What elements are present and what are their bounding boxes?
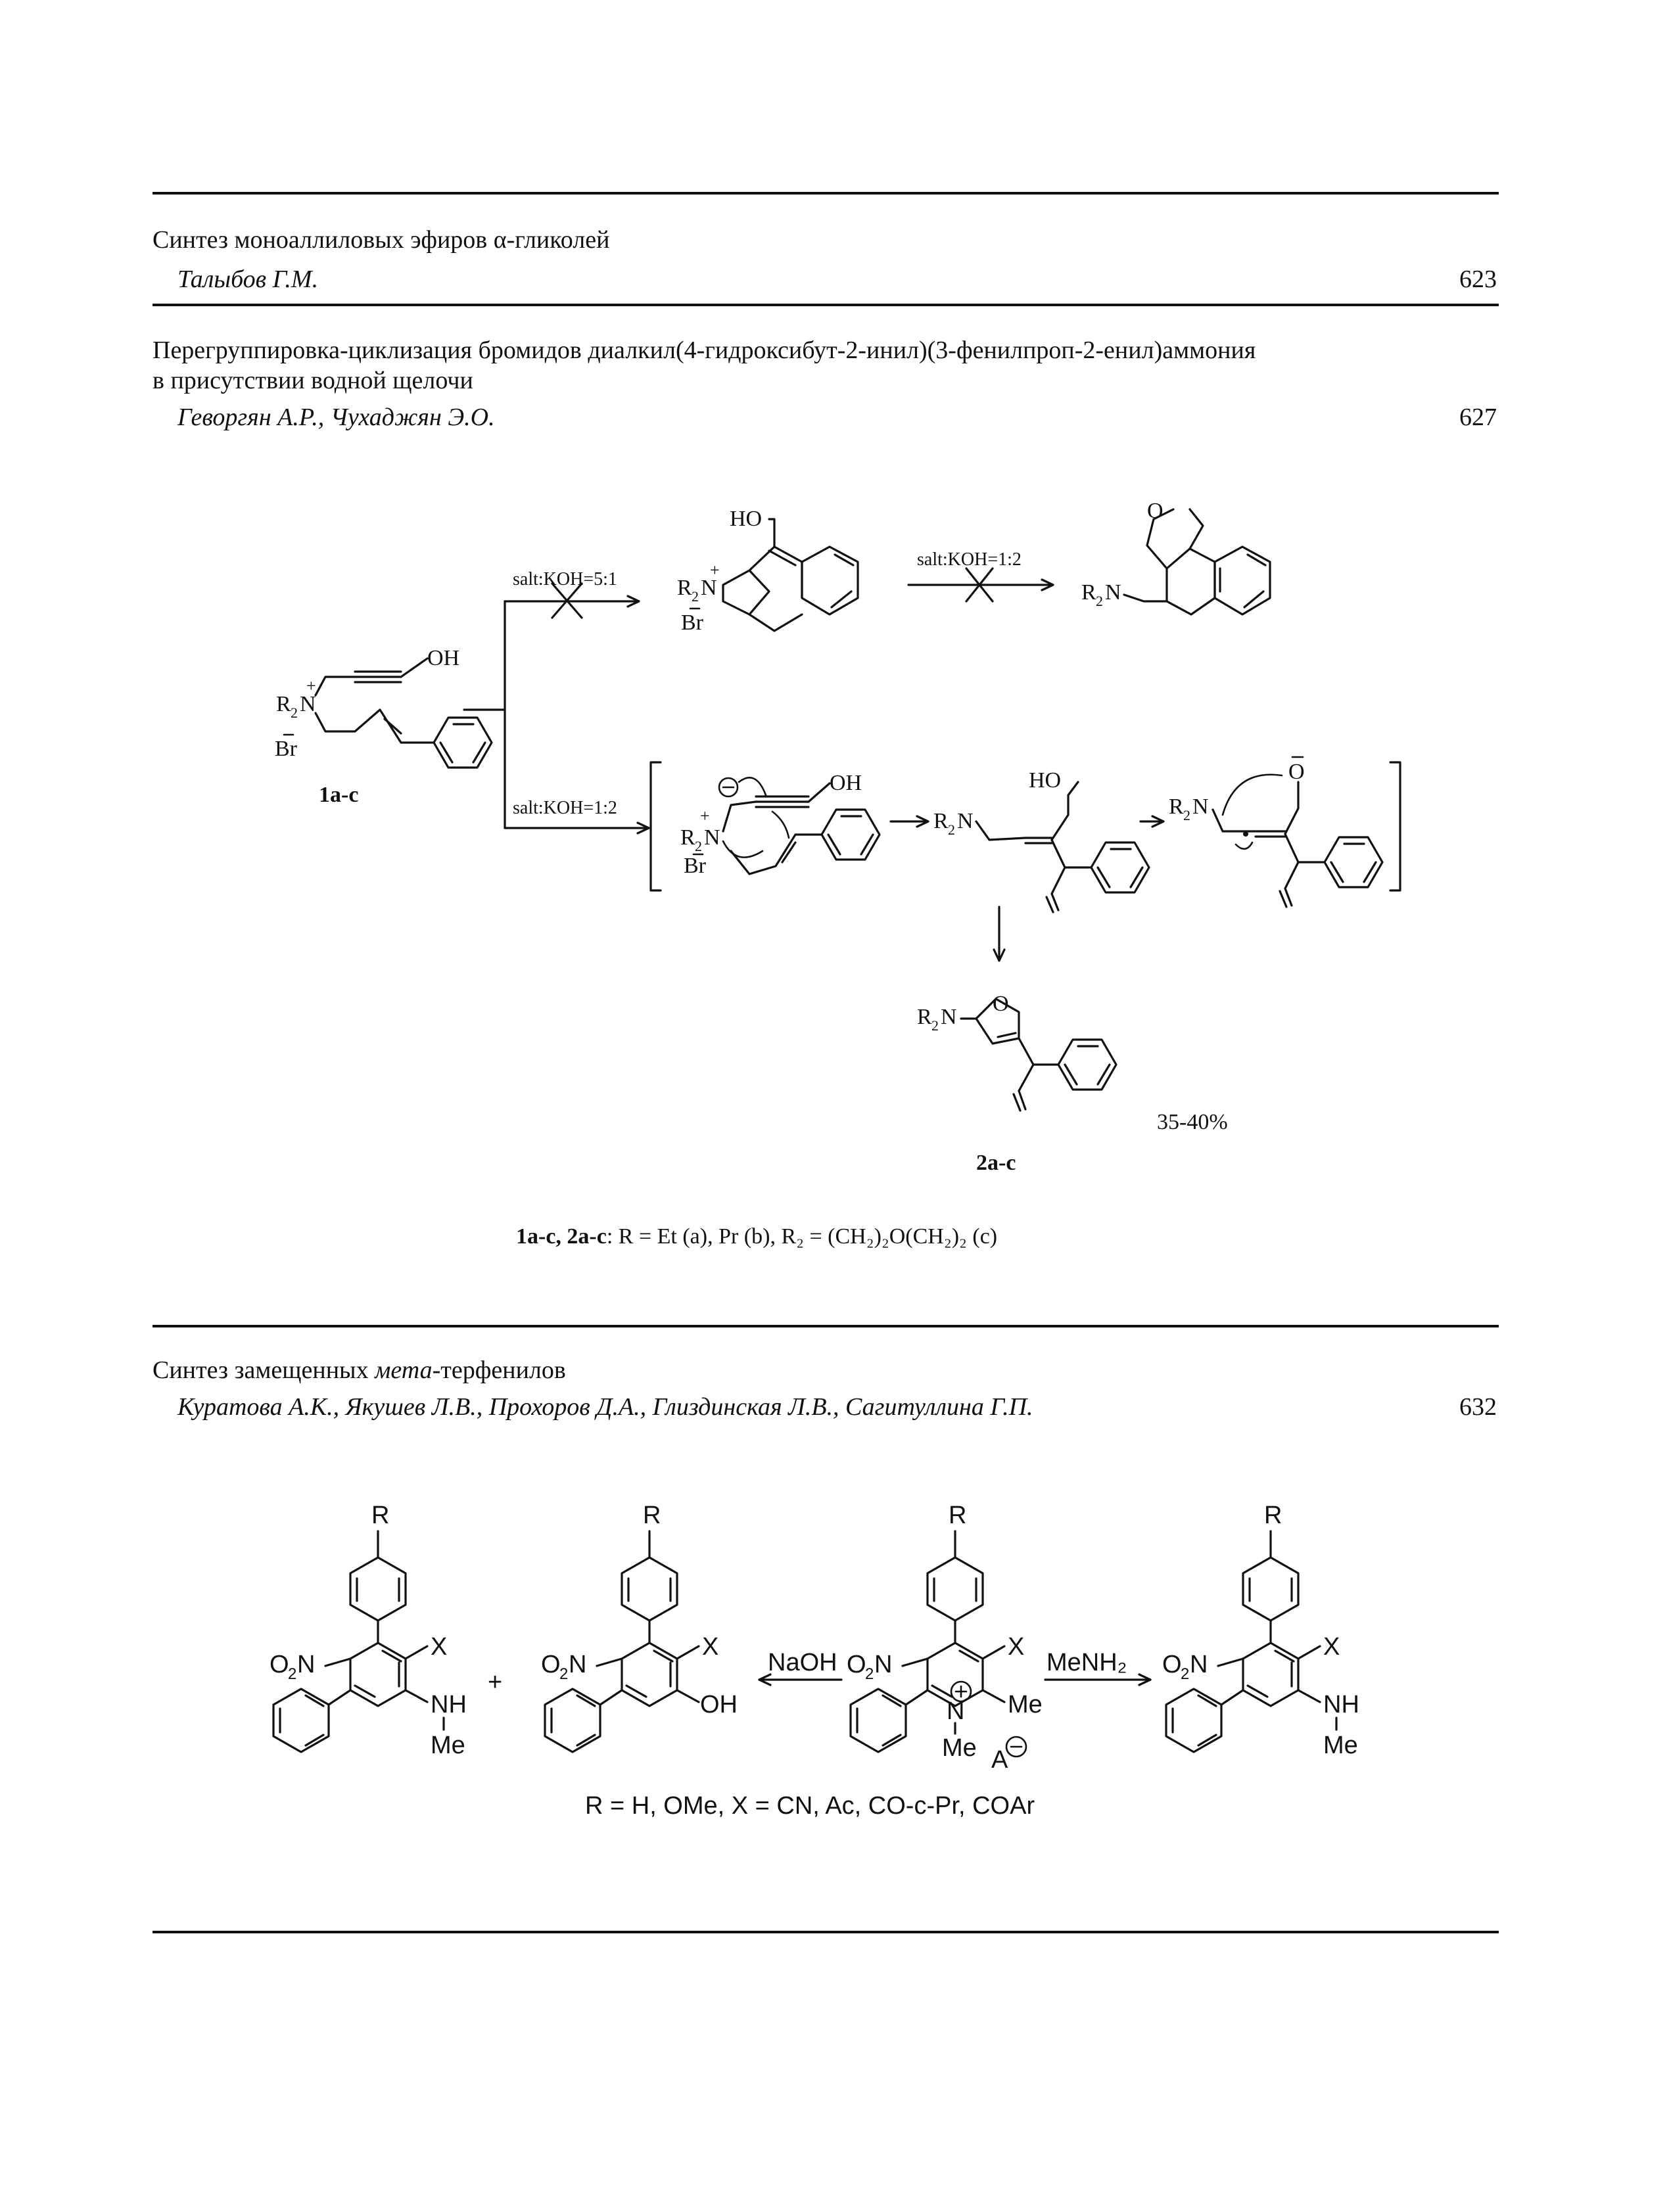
svg-text:N: N xyxy=(701,576,717,600)
svg-text:OH: OH xyxy=(700,1691,738,1718)
svg-text:R: R xyxy=(933,809,949,833)
svg-text:NH: NH xyxy=(1323,1691,1359,1718)
svg-text:R: R xyxy=(371,1502,390,1529)
entry-2-authors: Геворгян А.Р., Чухаджян Э.О. xyxy=(177,403,495,431)
plus-sign: + xyxy=(488,1669,503,1696)
svg-text:Me: Me xyxy=(942,1734,977,1762)
cond-top2: salt:KOH=1:2 xyxy=(917,549,1022,570)
svg-text:N: N xyxy=(297,1651,316,1678)
svg-text:2: 2 xyxy=(692,588,699,605)
rule-2 xyxy=(153,304,1499,306)
svg-text:NH: NH xyxy=(431,1691,467,1718)
entry-3-authors: Куратова А.К., Якушев Л.В., Прохоров Д.А., Глиздинская Л.В., Сагитуллина Г.П. xyxy=(177,1393,1033,1421)
entry-1-page: 623 xyxy=(1459,265,1497,293)
svg-text:X: X xyxy=(431,1633,448,1661)
svg-text:R: R xyxy=(643,1502,661,1529)
svg-text:O: O xyxy=(1147,499,1164,523)
intermediates xyxy=(651,757,1400,912)
svg-text:Br: Br xyxy=(681,611,703,635)
svg-text:R: R xyxy=(949,1502,967,1529)
rule-3 xyxy=(153,1325,1499,1327)
label-1a-c: 1a-c xyxy=(319,783,359,807)
compound-pyridinium xyxy=(847,1502,1043,1774)
svg-text:+: + xyxy=(306,676,316,695)
svg-text:X: X xyxy=(1008,1633,1025,1661)
svg-text:Me: Me xyxy=(1323,1732,1358,1759)
compound-right xyxy=(1162,1502,1359,1759)
svg-text:N: N xyxy=(941,1005,957,1029)
svg-text:2: 2 xyxy=(931,1017,939,1034)
entry-2-title-line2: в присутствии водной щелочи xyxy=(153,367,473,394)
svg-text:R: R xyxy=(677,576,692,600)
svg-text:Me: Me xyxy=(431,1732,465,1759)
svg-text:X: X xyxy=(1323,1633,1340,1661)
svg-text:A: A xyxy=(991,1746,1008,1774)
svg-text:N: N xyxy=(947,1697,965,1725)
svg-text:R: R xyxy=(1081,580,1096,605)
scheme-1 xyxy=(0,473,1669,1301)
svg-text:2: 2 xyxy=(1181,1665,1190,1683)
svg-text:N: N xyxy=(1192,795,1209,819)
svg-text:2: 2 xyxy=(948,821,955,838)
yield: 35-40% xyxy=(1157,1110,1228,1134)
svg-text:R: R xyxy=(917,1005,932,1029)
svg-text:2: 2 xyxy=(1183,807,1190,823)
top-product-2 xyxy=(1081,499,1270,614)
svg-text:O: O xyxy=(847,1651,866,1678)
svg-text:O: O xyxy=(993,992,1009,1016)
reagent-menh2: MeNH₂ xyxy=(1046,1649,1127,1676)
entry-3-title-pre: Синтез замещенных xyxy=(153,1356,375,1384)
scheme-1-legend: 1a-c, 2a-c: R = Et (a), Pr (b), R₂ = (CH₂)₂O(CH₂)₂ (c) xyxy=(516,1224,998,1249)
svg-text:2: 2 xyxy=(695,838,702,854)
svg-text:R: R xyxy=(680,825,695,850)
svg-text:N: N xyxy=(569,1651,587,1678)
svg-text:Br: Br xyxy=(684,854,706,878)
compound-left xyxy=(270,1502,467,1759)
svg-text:HO: HO xyxy=(730,507,763,531)
svg-text:2: 2 xyxy=(559,1665,569,1683)
svg-text:N: N xyxy=(300,692,316,716)
svg-text:X: X xyxy=(702,1633,719,1661)
svg-text:2: 2 xyxy=(1096,593,1103,609)
top-product-1 xyxy=(677,507,858,635)
svg-text:+: + xyxy=(700,806,710,825)
svg-text:OH: OH xyxy=(427,646,460,670)
entry-3-page: 632 xyxy=(1459,1393,1497,1421)
svg-text:Br: Br xyxy=(275,737,297,761)
label-2a-c: 2a-c xyxy=(976,1151,1016,1175)
scheme-2-footnote: R = H, OMe, X = CN, Ac, CO-c-Pr, COAr xyxy=(585,1792,1035,1820)
reagent-naoh: NaOH xyxy=(768,1649,837,1676)
svg-text:2: 2 xyxy=(865,1665,874,1683)
svg-text:R: R xyxy=(1264,1502,1282,1529)
compound-phenol xyxy=(541,1502,738,1752)
svg-text:O: O xyxy=(270,1651,289,1678)
bottom-rule xyxy=(153,1931,1499,1933)
svg-text:Me: Me xyxy=(1008,1691,1043,1718)
svg-text:O: O xyxy=(541,1651,561,1678)
svg-text:N: N xyxy=(1105,580,1121,605)
svg-text:N: N xyxy=(957,809,974,833)
svg-text:R: R xyxy=(276,692,291,716)
entry-3-title xyxy=(153,1355,566,1385)
svg-text:2: 2 xyxy=(291,704,298,721)
top-rule xyxy=(153,192,1499,195)
entry-3-title-post: -терфенилов xyxy=(432,1356,566,1384)
entry-1-title: Синтез моноаллиловых эфиров α-гликолей xyxy=(153,226,610,254)
entry-3-title-em: мета xyxy=(375,1356,433,1384)
svg-text:N: N xyxy=(1190,1651,1208,1678)
svg-text:2: 2 xyxy=(288,1665,297,1683)
cond-top: salt:KOH=5:1 xyxy=(513,569,617,589)
product-2a-c xyxy=(917,992,1228,1175)
svg-text:OH: OH xyxy=(830,771,862,795)
svg-text:R: R xyxy=(1169,795,1184,819)
svg-text:N: N xyxy=(704,825,720,850)
entry-2-title-line1: Перегруппировка-циклизация бромидов диалкил(4-гидроксибут-2-инил)(3-фенилпроп-2-енил)аммония xyxy=(153,336,1256,364)
entry-2-page: 627 xyxy=(1459,403,1497,431)
svg-text:O: O xyxy=(1288,760,1305,784)
svg-text:+: + xyxy=(710,561,720,580)
entry-1-authors: Талыбов Г.М. xyxy=(177,265,319,293)
svg-text:O: O xyxy=(1162,1651,1182,1678)
svg-text:HO: HO xyxy=(1029,768,1062,793)
svg-text:N: N xyxy=(874,1651,893,1678)
start-material-1a-c xyxy=(275,646,492,807)
cond-bottom: salt:KOH=1:2 xyxy=(513,798,617,818)
scheme-2 xyxy=(0,1485,1669,1893)
